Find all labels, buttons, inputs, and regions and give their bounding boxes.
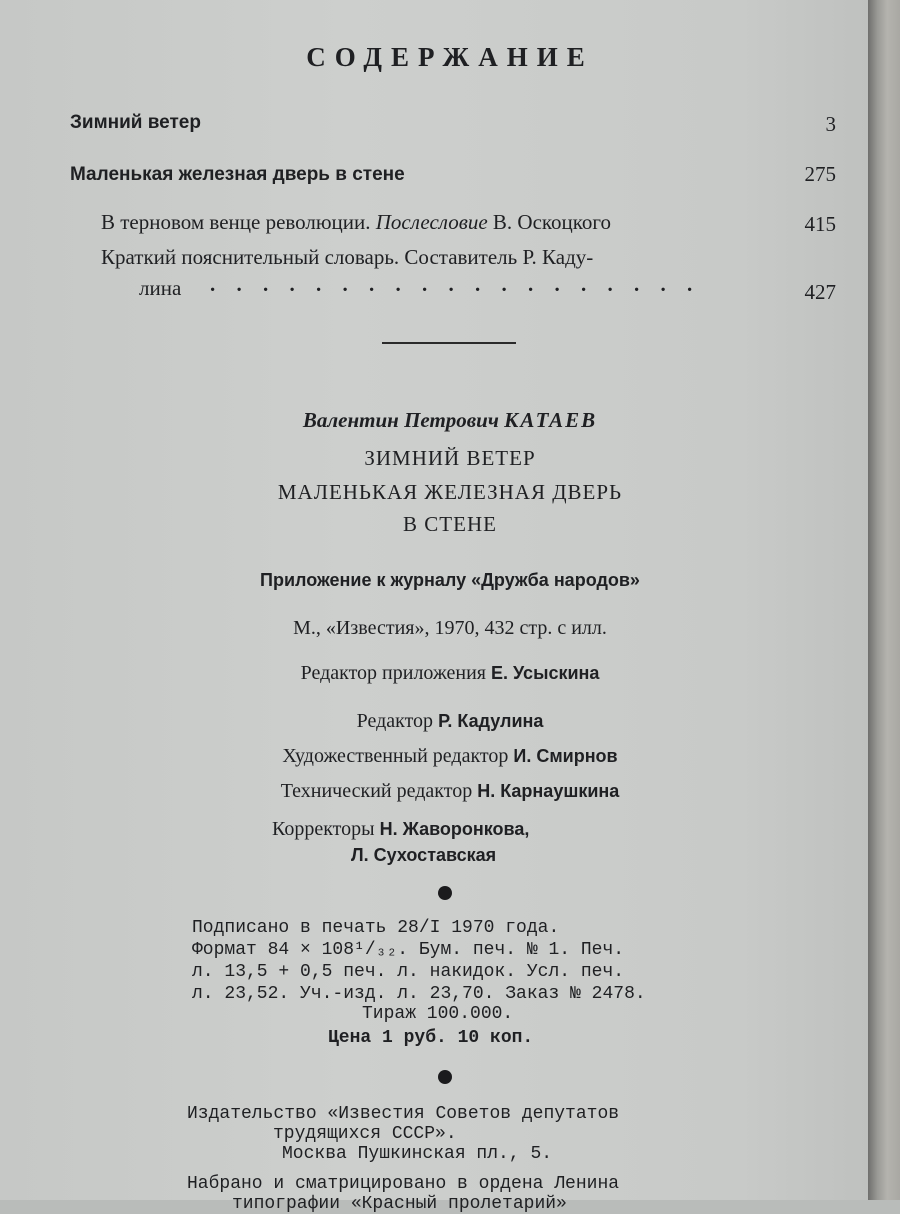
publication-line: М., «Известия», 1970, 432 стр. с илл. [293,617,607,639]
toc-afterword-page: 415 [804,212,836,236]
art-editor-line [0,745,900,768]
author-name: Валентин Петрович [302,408,499,432]
afterword-text: В терновом венце революции. [101,210,371,234]
supplement-line: Приложение к журналу «Дружба народов» [260,570,640,590]
tech-editor-label: Технический редактор [280,780,473,802]
proofreaders-line [272,818,529,841]
tech-editor-name: Н. Карнаушкина [477,781,620,801]
publisher-line: Москва Пушкинская пл., 5. [282,1144,553,1164]
imprint-line: Подписано в печать 28/I 1970 года. [192,918,560,938]
editor-name: Р. Кадулина [438,711,544,731]
contents-heading: СОДЕРЖАНИЕ [306,42,594,72]
editor-line [0,710,900,733]
bullet-ornament [438,886,452,900]
author-line [0,408,900,433]
toc-glossary-line1: Краткий пояснительный словарь. Составитель Р. Каду- [101,245,594,269]
supplement-editor-label: Редактор приложения [300,662,486,684]
bullet-ornament [438,1070,452,1084]
toc-glossary-page: 427 [804,280,836,304]
typeset-line: типографии «Красный пролетарий» [232,1194,567,1214]
imprint-line: л. 13,5 + 0,5 печ. л. накидок. Усл. печ. [192,962,625,982]
toc-leader-dots: . . . . . . . . . . . . . . . . . . . [210,272,701,296]
book-title-2: МАЛЕНЬКАЯ ЖЕЛЕЗНАЯ ДВЕРЬ [277,480,623,504]
proofreader-name: Л. Сухоставская [351,845,497,865]
toc-entry-title: Маленькая железная дверь в стене [70,164,405,185]
section-divider [382,342,516,344]
author-surname: КАТАЕВ [504,408,598,432]
publisher-line: трудящихся СССР». [273,1124,457,1144]
art-editor-label: Художественный редактор [282,745,509,767]
afterword-author: В. Оскоцкого [492,210,612,234]
typeset-line: Набрано и сматрицировано в ордена Ленина [187,1174,620,1194]
editor-label: Редактор [356,710,434,732]
publisher-line: Издательство «Известия Советов депутатов [187,1104,620,1124]
price-line: Цена 1 руб. 10 коп. [328,1028,534,1048]
supplement-editor-name: Е. Усыскина [490,663,600,683]
toc-entry-title: Зимний ветер [70,112,201,133]
toc-entry-page: 275 [804,162,836,186]
proofreader-name: Н. Жаворонкова, [379,819,530,839]
imprint-line: л. 23,52. Уч.-изд. л. 23,70. Заказ № 2478. [192,984,646,1004]
imprint-line: Тираж 100.000. [362,1004,514,1024]
art-editor-name: И. Смирнов [513,746,618,766]
toc-afterword [101,210,611,235]
book-title-3: В СТЕНЕ [403,512,497,536]
imprint-line: Формат 84 × 108¹/₃₂. Бум. печ. № 1. Печ. [192,940,625,960]
toc-glossary-line2: лина [139,276,182,300]
toc-entry-page: 3 [825,112,836,136]
page-edge [868,0,900,1200]
afterword-label: Послесловие [375,210,488,234]
supplement-editor-line [0,662,900,685]
proofreaders-label: Корректоры [272,818,375,840]
tech-editor-line [0,780,900,803]
book-title-1: ЗИМНИЙ ВЕТЕР [364,446,536,470]
